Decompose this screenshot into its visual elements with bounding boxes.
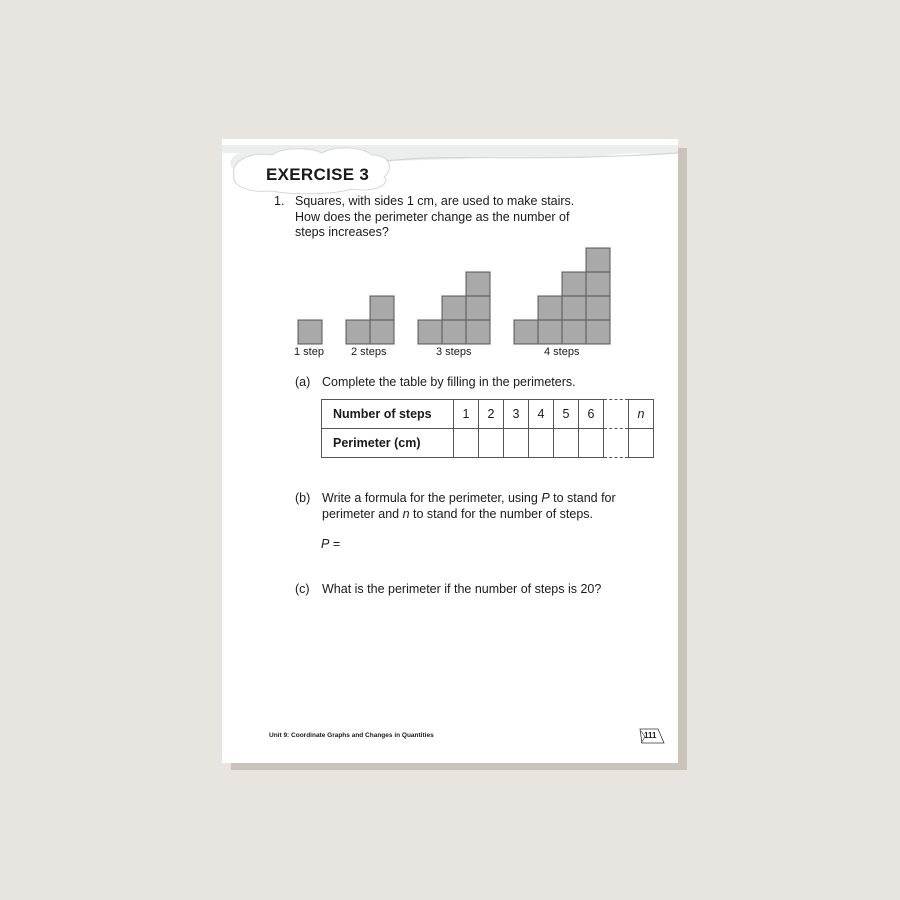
part-b-label: (b): [295, 491, 311, 505]
formula-variable: P: [321, 537, 330, 551]
part-a-label: (a): [295, 375, 311, 389]
step-cell: 5: [554, 400, 579, 429]
row-header-perimeter: Perimeter (cm): [322, 429, 454, 458]
page-number: 111: [644, 731, 657, 740]
part-b-text: Write a formula for the perimeter, using P to stand for perimeter and n to stand for the number of steps.: [322, 491, 616, 521]
step-cell: 3: [504, 400, 529, 429]
step-cell-gap: [604, 400, 629, 429]
stair-label: 3 steps: [436, 346, 472, 358]
perimeter-answer-cell-gap: [604, 429, 629, 458]
stair-3: [418, 272, 490, 344]
perimeter-answer-cell[interactable]: [529, 429, 554, 458]
worksheet-page: [222, 139, 678, 763]
step-cell-n: n: [629, 400, 654, 429]
part-a-text: Complete the table by filling in the perimeters.: [322, 375, 576, 389]
stair-1: [298, 320, 322, 344]
stair-label: 1 step: [294, 346, 324, 358]
stairs-diagram: [296, 247, 616, 347]
table-row-steps: [322, 400, 654, 429]
perimeter-table: [321, 399, 654, 458]
part-c-label: (c): [295, 582, 310, 596]
step-cell: 2: [479, 400, 504, 429]
part-c-text: What is the perimeter if the number of steps is 20?: [322, 582, 602, 596]
exercise-title: EXERCISE 3: [266, 165, 370, 184]
step-cell: 1: [454, 400, 479, 429]
perimeter-answer-cell[interactable]: [479, 429, 504, 458]
perimeter-answer-cell-n[interactable]: [629, 429, 654, 458]
question-line: steps increases?: [295, 225, 389, 239]
step-cell: 6: [579, 400, 604, 429]
stair-4: [514, 248, 610, 344]
perimeter-answer-cell[interactable]: [554, 429, 579, 458]
question-line: Squares, with sides 1 cm, are used to make stairs.: [295, 194, 575, 208]
formula-equals: =: [329, 537, 341, 551]
formula-answer[interactable]: [321, 537, 340, 551]
question-text: [295, 194, 625, 241]
unit-footer: Unit 9: Coordinate Graphs and Changes in Quantities: [269, 732, 434, 739]
stair-2: [346, 296, 394, 344]
perimeter-answer-cell[interactable]: [454, 429, 479, 458]
perimeter-answer-cell[interactable]: [504, 429, 529, 458]
perimeter-answer-cell[interactable]: [579, 429, 604, 458]
stair-label: 4 steps: [544, 346, 580, 358]
question-number: 1.: [274, 194, 285, 208]
table-row-perimeter: [322, 429, 654, 458]
row-header-steps: Number of steps: [322, 400, 454, 429]
stair-label: 2 steps: [351, 346, 387, 358]
step-cell: 4: [529, 400, 554, 429]
question-line: How does the perimeter change as the number of: [295, 209, 570, 224]
